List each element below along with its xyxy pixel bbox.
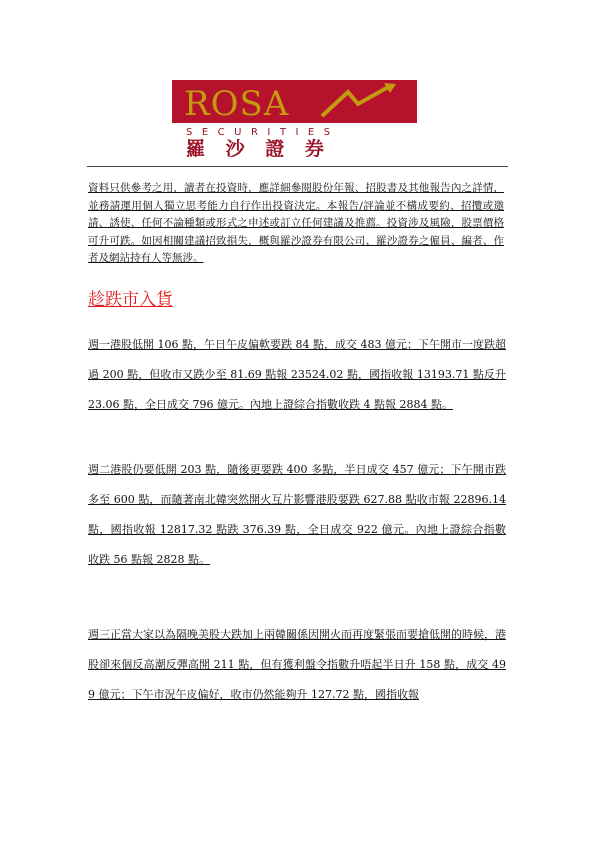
paragraph-monday: 週一港股低開 106 點，午日午皮偏軟要跌 84 點，成交 483 億元；下午開市一度跌超過 200 點，但收市又跌少至 81.69 點報 23524.02 點，國指收報 13193.71 點反升 23.06 點，全日成交 796 億元。內地上證綜合指數收跌 4 點報 2884 點。 bbox=[88, 338, 506, 411]
disclaimer-text: 資料只供參考之用，讀者在投資時，應詳細參閱股份年報、招股書及其他報告內之詳情，並務請運用個人獨立思考能力自行作出投資決定。本報告/評論並不構成要約、招攬或邀請、誘使、任何不論種類或形式之申述或訂立任何建議及推薦。投資涉及風險，股票價格可升可跌。如因相關建議招致損失，概與羅沙證券有限公司、羅沙證券之僱員、編者、作者及網站持有人等無涉。 bbox=[88, 182, 504, 264]
logo-chinese-name: 羅 沙 證 券 bbox=[186, 138, 331, 157]
paragraph-tuesday: 週二港股仍要低開 203 點，隨後更要跌 400 多點，半日成交 457 億元；下午開市跌多至 600 點，而隨著南北韓突然開火互片影響港股要跌 627.88 點收市報 22896.14 點，國指收報 12817.32 點跌 376.39 點，全日成交 922 億元。內地上證綜合指數收跌 56 點報 2828 點。 bbox=[88, 463, 506, 566]
rosa-securities-logo bbox=[172, 80, 417, 157]
article-title: 趁跌市入貨 bbox=[88, 290, 173, 310]
logo-graphic bbox=[172, 80, 417, 157]
paragraph-wednesday: 週三正當大家以為隔晚美股大跌加上兩韓關係因開火而再度緊張而要搶低開的時候，港股卻來個反高潮反彈高開 211 點，但有獲利盤令指數升唔起半日升 158 點，成交 499 億元；下午市況午皮偏好，收市仍然能夠升 127.72 點，國指收報 bbox=[88, 628, 506, 701]
logo-wordmark: ROSA bbox=[184, 84, 290, 124]
logo-tagline: SECURITIES bbox=[186, 127, 340, 138]
header-divider bbox=[87, 166, 508, 167]
